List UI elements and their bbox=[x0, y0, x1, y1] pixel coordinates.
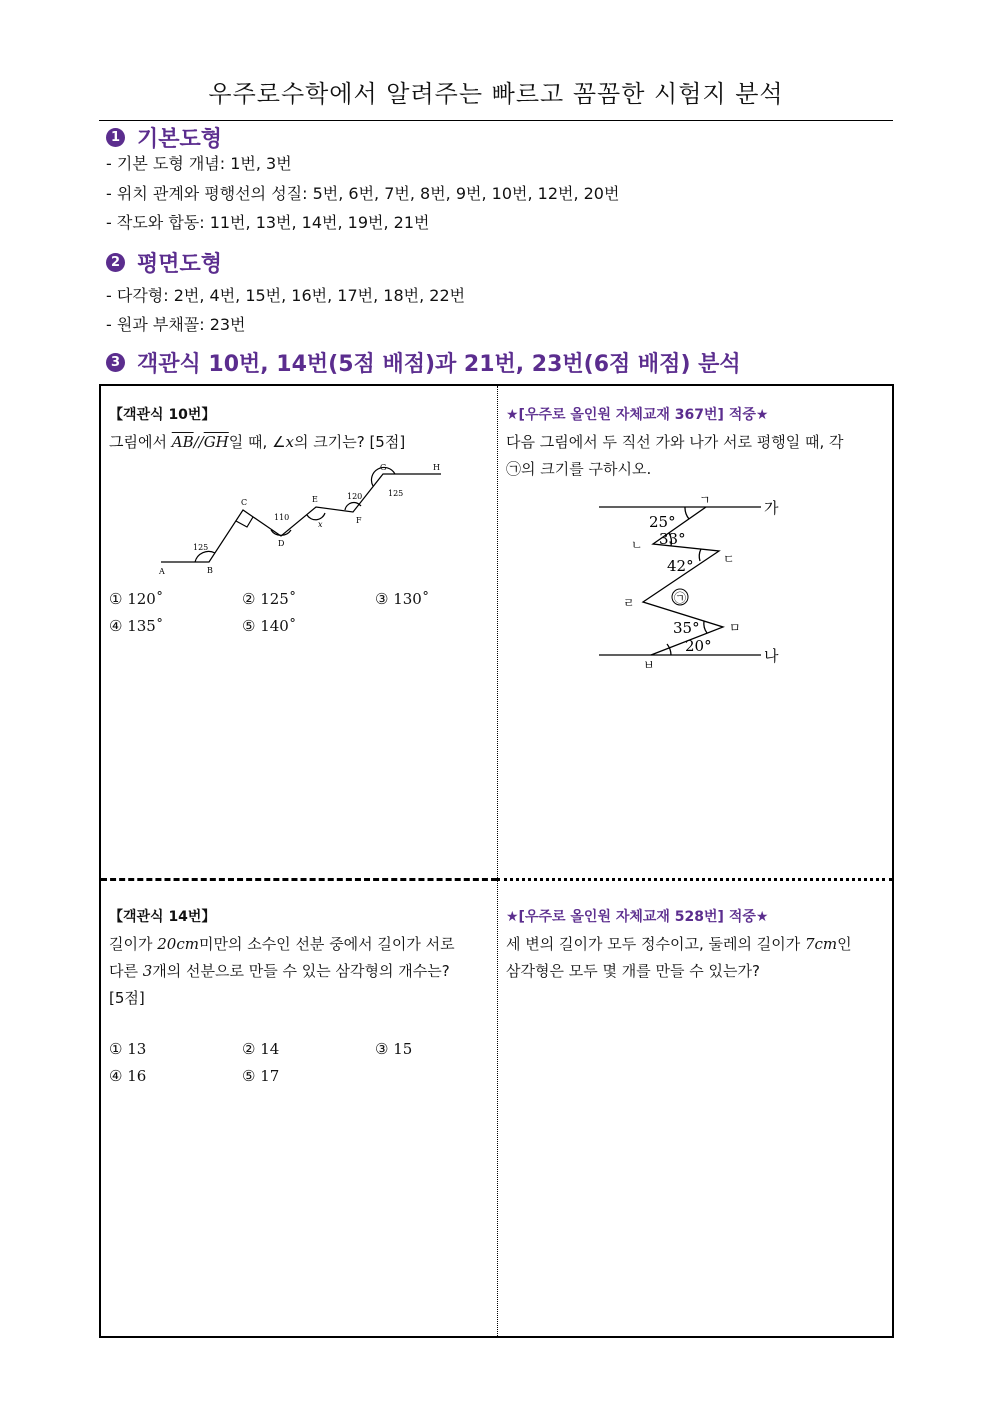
q14-text-part: 개의 선분으로 만들 수 있는 삼각형의 개수는? bbox=[152, 962, 450, 980]
angle-label-125-b: 125 bbox=[193, 543, 209, 552]
page-title: 우주로수학에서 알려주는 빠르고 꼼꼼한 시험지 분석 bbox=[208, 80, 784, 108]
angle-label-120: 120 bbox=[347, 492, 363, 501]
r14-title: ★[우주로 올인원 자체교재 528번] 적중★ bbox=[506, 909, 769, 925]
point-mieum-label: ㅁ bbox=[729, 621, 741, 635]
q14-text-part: 길이가 bbox=[109, 935, 158, 953]
q10-text bbox=[109, 429, 405, 456]
q14-title: 【객관식 14번】 bbox=[109, 909, 216, 925]
angle-label-110: 110 bbox=[274, 513, 290, 522]
q14-choice-3[interactable]: ③ 15 bbox=[375, 1040, 413, 1058]
angle-label-x: x bbox=[318, 520, 323, 529]
angle-label-33: 33° bbox=[659, 530, 686, 548]
q14-text-line-2 bbox=[109, 958, 450, 985]
q14-choice-2[interactable]: ② 14 bbox=[242, 1040, 280, 1058]
q10-choice-4[interactable]: ④ 135˚ bbox=[109, 617, 164, 635]
q10-figure bbox=[151, 462, 451, 577]
point-c-label: C bbox=[241, 498, 248, 507]
r10-text-line-1: 다음 그림에서 두 직선 가와 나가 서로 평행일 때, 각 bbox=[506, 433, 844, 451]
title-rule bbox=[99, 120, 893, 121]
section-number-badge: 3 bbox=[106, 353, 125, 372]
q14-number: 3 bbox=[142, 962, 153, 980]
r14-text-part: 인 bbox=[837, 935, 852, 953]
section-title: 객관식 10번, 14번(5점 배점)과 21번, 23번(6점 배점) 분석 bbox=[137, 352, 741, 377]
section-2-line-2: - 원과 부채꼴: 23번 bbox=[106, 315, 246, 334]
q10-choice-3[interactable]: ③ 130˚ bbox=[375, 590, 430, 608]
point-f-label: F bbox=[356, 516, 362, 525]
q14-choice-4[interactable]: ④ 16 bbox=[109, 1067, 147, 1085]
q10-text-post: 의 크기는? [5점] bbox=[293, 433, 406, 451]
section-number-badge: 2 bbox=[106, 253, 125, 272]
point-b-label: B bbox=[207, 566, 213, 575]
r14-text-part: 세 변의 길이가 모두 정수이고, 둘레의 길이가 bbox=[506, 935, 805, 953]
point-g-label: G bbox=[380, 463, 387, 472]
horizontal-divider-right bbox=[497, 878, 892, 881]
point-digeut-label: ㄷ bbox=[723, 552, 735, 566]
angle-label-35: 35° bbox=[673, 619, 700, 637]
section-title: 평면도형 bbox=[137, 252, 223, 277]
q14-number: 20 bbox=[157, 935, 177, 953]
q14-choice-5[interactable]: ⑤ 17 bbox=[242, 1067, 280, 1085]
horizontal-divider-left bbox=[101, 878, 497, 881]
point-a-label: A bbox=[159, 567, 165, 576]
line-label-na: 나 bbox=[764, 647, 779, 665]
r14-unit: cm bbox=[814, 935, 838, 953]
r10-title: ★[우주로 올인원 자체교재 367번] 적중★ bbox=[506, 407, 769, 423]
angle-label-42: 42° bbox=[667, 557, 694, 575]
r10-text-line-2: ㉠의 크기를 구하시오. bbox=[506, 460, 652, 478]
section-1-heading bbox=[106, 122, 222, 153]
q10-choice-2[interactable]: ② 125˚ bbox=[242, 590, 297, 608]
segment-gh: $\overline{GH}$ bbox=[203, 433, 229, 451]
section-1-line-2: - 위치 관계와 평행선의 성질: 5번, 6번, 7번, 8번, 9번, 10번, 12번, 20번 bbox=[106, 184, 620, 203]
q14-choice-1[interactable]: ① 13 bbox=[109, 1040, 147, 1058]
q14-text-part: 다른 bbox=[109, 962, 143, 980]
q10-text-pre: 그림에서 bbox=[109, 433, 172, 451]
q10-choice-5[interactable]: ⑤ 140˚ bbox=[242, 617, 297, 635]
section-title: 기본도형 bbox=[137, 127, 223, 152]
r14-text-line-1 bbox=[506, 931, 852, 958]
section-1-line-1: - 기본 도형 개념: 1번, 3번 bbox=[106, 154, 292, 173]
angle-label-125-g: 125 bbox=[388, 489, 404, 498]
point-nieun-label: ㄴ bbox=[631, 538, 643, 552]
point-rieul-label: ㄹ bbox=[623, 596, 635, 610]
line-label-ga: 가 bbox=[764, 499, 779, 517]
q10-title: 【객관식 10번】 bbox=[109, 407, 216, 423]
section-1-line-3: - 작도와 합동: 11번, 13번, 14번, 19번, 21번 bbox=[106, 213, 430, 232]
r14-text-line-2: 삼각형은 모두 몇 개를 만들 수 있는가? bbox=[506, 962, 760, 980]
point-giyeok-label: ㄱ bbox=[699, 493, 711, 507]
point-e-label: E bbox=[312, 495, 318, 504]
q14-unit: cm bbox=[176, 935, 199, 953]
point-d-label: D bbox=[278, 539, 285, 548]
section-3-heading bbox=[106, 347, 741, 378]
analysis-box bbox=[99, 384, 894, 1338]
r14-number: 7 bbox=[804, 935, 815, 953]
segment-ab: $\overline{AB}$ bbox=[171, 433, 194, 451]
angle-variable: x bbox=[285, 433, 294, 451]
q10-choice-1[interactable]: ① 120˚ bbox=[109, 590, 164, 608]
parallel-sign: // bbox=[193, 433, 204, 451]
point-h-label: H bbox=[433, 463, 440, 472]
section-number-badge: 1 bbox=[106, 128, 125, 147]
angle-label-20: 20° bbox=[685, 637, 712, 655]
q14-text-part: 미만의 소수인 선분 중에서 길이가 서로 bbox=[198, 935, 455, 953]
point-bieup-label: ㅂ bbox=[643, 658, 655, 669]
q10-text-mid: 일 때, ∠ bbox=[228, 433, 286, 451]
vertical-divider bbox=[497, 386, 498, 1336]
q14-text-line-3: [5점] bbox=[109, 989, 145, 1007]
angle-label-unknown: ㉠ bbox=[674, 591, 687, 605]
angle-label-25: 25° bbox=[649, 513, 676, 531]
r10-figure bbox=[591, 489, 801, 669]
q14-text-line-1 bbox=[109, 931, 491, 958]
section-2-heading bbox=[106, 247, 222, 278]
section-2-line-1: - 다각형: 2번, 4번, 15번, 16번, 17번, 18번, 22번 bbox=[106, 286, 466, 305]
